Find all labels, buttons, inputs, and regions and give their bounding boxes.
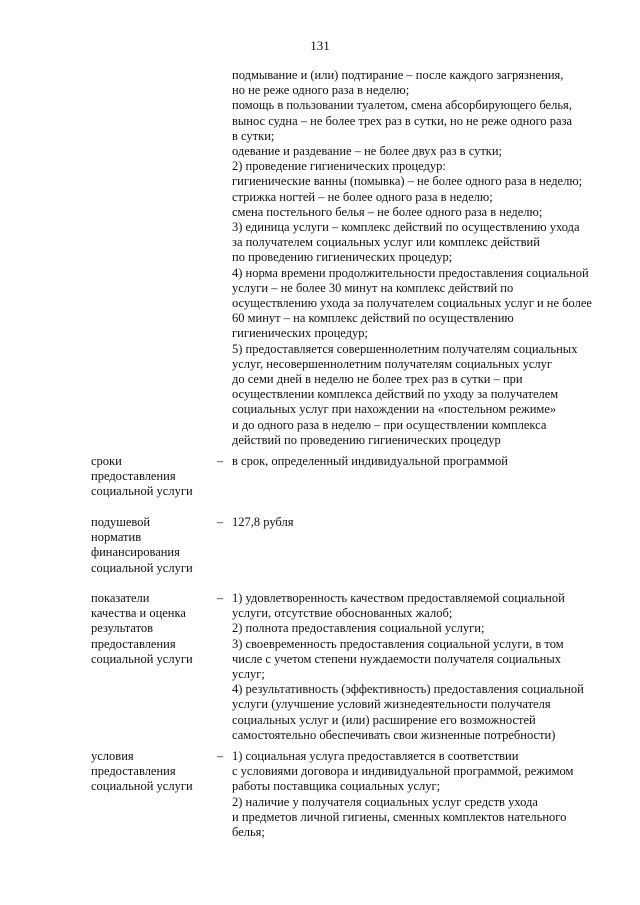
value-line: услуги (улучшение условий жизнедеятельности получателя — [232, 697, 551, 712]
value-line: 2) наличие у получателя социальных услуг средств ухода — [232, 794, 538, 809]
row-label — [91, 591, 216, 667]
value-line: с условиями договора и индивидуальной программой, режимом — [232, 764, 574, 779]
label-line: социальной услуги — [91, 779, 193, 794]
value-line: услуг; — [232, 667, 265, 682]
label-line: сроки — [91, 454, 122, 468]
label-line: финансирования — [91, 545, 180, 560]
value-line: белья; — [232, 825, 265, 840]
row-value — [232, 591, 604, 743]
text-line: в сутки; — [232, 128, 275, 143]
value-line: 3) своевременность предоставления социальной услуги, в том — [232, 636, 564, 651]
text-line: услуги – не более 30 минут на комплекс действий по — [232, 280, 514, 295]
row-dash: – — [217, 749, 224, 763]
label-line: подушевой — [91, 515, 151, 529]
text-line: за получателем социальных услуг или комплекс действий — [232, 235, 540, 250]
text-line: одевание и раздевание – не более двух раз в сутки; — [232, 144, 503, 159]
row-value — [232, 749, 604, 840]
text-line: до семи дней в неделю не более трех раз в сутки – при — [232, 372, 523, 387]
label-line: результатов — [91, 621, 154, 636]
text-line: смена постельного белья – не более одного раза в неделю; — [232, 204, 543, 219]
row-dash: – — [217, 591, 224, 605]
text-line: помощь в пользовании туалетом, смена абсорбирующего белья, — [232, 98, 572, 113]
value-line: 2) полнота предоставления социальной услуги; — [232, 621, 485, 636]
value-line: услуги, отсутствие обоснованных жалоб; — [232, 606, 453, 621]
label-line: предоставления — [91, 636, 176, 651]
service-description-continued — [232, 68, 604, 448]
text-line: вынос судна – не более трех раз в сутки, но не реже одного раза — [232, 113, 573, 128]
text-line: но не реже одного раза в неделю; — [232, 83, 410, 98]
text-line: осуществлению ухода за получателем социальных услуг и не более — [232, 296, 592, 311]
label-line: норматив — [91, 530, 142, 545]
label-line: показатели — [91, 591, 150, 605]
text-line: подмывание и (или) подтирание – после каждого загрязнения, — [232, 68, 564, 82]
value-line: 127,8 рубля — [232, 515, 294, 529]
text-line: социальных услуг при нахождении на «постельном режиме» — [232, 402, 557, 417]
label-line: предоставления — [91, 764, 176, 779]
label-line: условия — [91, 749, 134, 763]
text-line: гигиенических процедур; — [232, 326, 368, 341]
text-line: действий по проведению гигиенических процедур — [232, 432, 501, 447]
value-line: самостоятельно обеспечивать свои жизненные потребности) — [232, 727, 556, 742]
value-line: 1) социальная услуга предоставляется в соответствии — [232, 749, 519, 763]
row-label — [91, 454, 216, 500]
text-line: осуществлении комплекса действий по уходу за получателем — [232, 387, 559, 402]
text-line: и до одного раза в неделю – при осуществлении комплекса — [232, 417, 547, 432]
text-line: 60 минут – на комплекс действий по осуществлению — [232, 311, 514, 326]
row-value — [232, 454, 604, 469]
page-number: 131 — [310, 38, 330, 53]
text-line: стрижка ногтей – не более одного раза в неделю; — [232, 189, 493, 204]
text-line: услуг, несовершеннолетним получателям социальных услуг — [232, 356, 552, 371]
text-line: по проведению гигиенических процедур; — [232, 250, 453, 265]
label-line: предоставления — [91, 469, 176, 484]
label-line: социальной услуги — [91, 651, 193, 666]
value-line: работы поставщика социальных услуг; — [232, 779, 441, 794]
text-line: 5) предоставляется совершеннолетним получателям социальных — [232, 341, 578, 356]
label-line: социальной услуги — [91, 484, 193, 499]
value-line: числе с учетом степени нуждаемости получателя социальных — [232, 651, 562, 666]
row-dash: – — [217, 515, 224, 529]
row-label — [91, 749, 216, 795]
label-line: социальной услуги — [91, 560, 193, 575]
value-line: 1) удовлетворенность качеством предоставляемой социальной — [232, 591, 565, 605]
text-line: 3) единица услуги – комплекс действий по осуществлению ухода — [232, 220, 580, 235]
text-line: гигиенические ванны (помывка) – не более одного раза в неделю; — [232, 174, 583, 189]
value-line: социальных услуг и (или) расширение его возможностей — [232, 712, 536, 727]
text-line: 2) проведение гигиенических процедур: — [232, 159, 446, 174]
text-line: 4) норма времени продолжительности предоставления социальной — [232, 265, 589, 280]
row-value — [232, 515, 604, 530]
label-line: качества и оценка — [91, 606, 186, 621]
value-line: 4) результативность (эффективность) предоставления социальной — [232, 682, 584, 697]
value-line: в срок, определенный индивидуальной программой — [232, 454, 508, 468]
value-line: и предметов личной гигиены, сменных комплектов нательного — [232, 809, 567, 824]
row-label — [91, 515, 216, 576]
row-dash: – — [217, 454, 224, 468]
